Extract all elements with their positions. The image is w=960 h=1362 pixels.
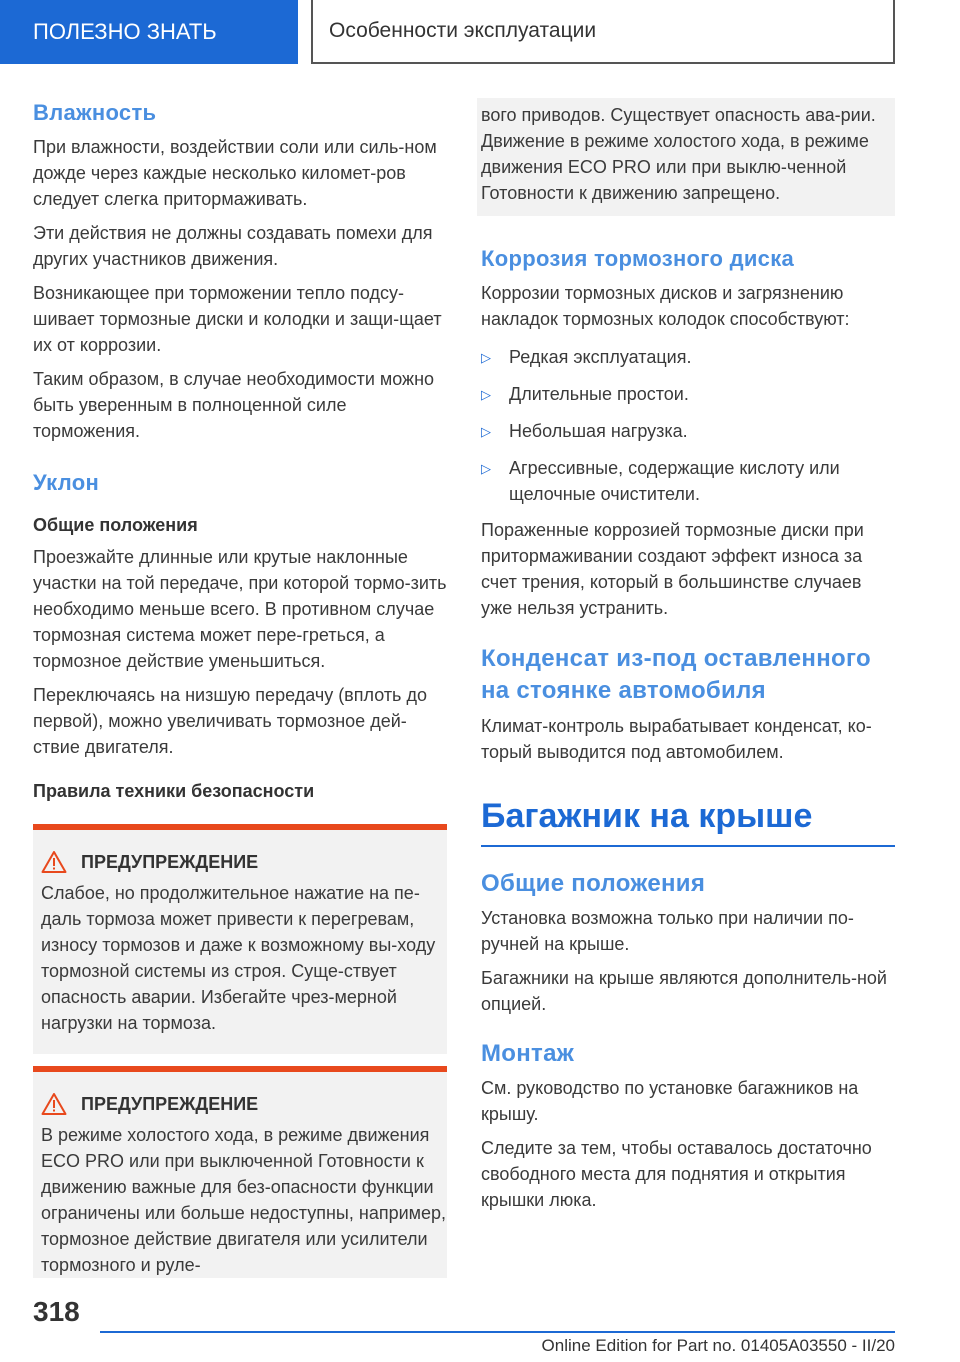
warning-triangle-icon [41, 850, 67, 874]
triangle-right-icon: ▷ [481, 461, 491, 476]
roof-general-heading: Общие положения [481, 870, 706, 897]
warning-box-2 [33, 1066, 447, 1278]
mounting-paragraph-2: Следите за тем, чтобы оставалось достаточно свободного места для поднятия и открытия крышки люка. [481, 1138, 872, 1210]
warning-box-1 [33, 824, 447, 1054]
left-column [33, 98, 447, 1278]
corrosion-list [481, 344, 895, 507]
warning-title: ПРЕДУПРЕЖДЕНИЕ [81, 851, 259, 872]
warning-text: Слабое, но продолжительное нажатие на пе-даль тормоза может привести к перегревам, износу тормозов и даже к возможному вы-ходу тормозной системы из строя. Суще-ствует опасность аварии. Избегайте чрез-мерной нагрузки на тормоза. [41, 883, 436, 1033]
humidity-paragraph-4: Таким образом, в случае необходимости можно быть уверенным в полноценной силе торможения. [33, 369, 435, 441]
condensate-paragraph: Климат-контроль вырабатывает конденсат, ко-торый выводится под автомобилем. [481, 716, 872, 762]
page-number: 318 [33, 1296, 80, 1327]
humidity-paragraph-1: При влажности, воздействии соли или силь-ном дожде через каждые несколько километ-ров следует слегка притормаживать. [33, 137, 437, 209]
warning-title: ПРЕДУПРЕЖДЕНИЕ [81, 1093, 259, 1114]
list-item: ▷ Небольшая нагрузка. [481, 418, 895, 445]
section-tab: ПОЛЕЗНО ЗНАТЬ [0, 0, 298, 64]
warning-text: В режиме холостого хода, в режиме движения ECO PRO или при выключенной Готовности к движению важные для без-опасности функции ограничены или больше недоступны, например, тормозное действие двигателя или усилители тормозного и руле- [41, 1125, 447, 1275]
mounting-heading: Монтаж [481, 1040, 575, 1067]
right-column [481, 98, 895, 1221]
humidity-heading: Влажность [33, 100, 157, 125]
general-subheading: Общие положения [33, 515, 198, 535]
page-header-title: Особенности эксплуатации [311, 0, 895, 64]
humidity-paragraph-3: Возникающее при торможении тепло подсу-шивает тормозные диски и колодки и защи-щает их от коррозии. [33, 283, 442, 355]
corrosion-intro: Коррозии тормозных дисков и загрязнению накладок тормозных колодок способствуют: [481, 283, 850, 329]
mounting-paragraph-1: См. руководство по установке багажников на крышу. [481, 1078, 859, 1124]
roof-paragraph-1: Установка возможна только при наличии по-ручней на крыше. [481, 908, 854, 954]
footer-divider [100, 1331, 895, 1333]
warning-continuation-text: вого приводов. Существует опасность ава-рии. Движение в режиме холостого хода, в режиме движения ECO PRO или при выклю-ченной Готовности к движению запрещено. [481, 105, 876, 203]
slope-heading: Уклон [33, 470, 100, 495]
list-item: ▷ Длительные простои. [481, 381, 895, 408]
triangle-right-icon: ▷ [481, 387, 491, 402]
warning-continuation-box [477, 98, 895, 216]
condensate-heading: Конденсат из-под оставленного на стоянке автомобиля [481, 645, 871, 704]
triangle-right-icon: ▷ [481, 350, 491, 365]
list-item: ▷ Редкая эксплуатация. [481, 344, 895, 371]
corrosion-heading: Коррозия тормозного диска [481, 246, 795, 271]
slope-paragraph-2: Переключаясь на низшую передачу (вплоть до первой), можно увеличивать тормозное дей-ствие двигателя. [33, 685, 427, 757]
footer-edition: Online Edition for Part no. 01405A03550 - II/20 [541, 1336, 895, 1355]
safety-subheading: Правила техники безопасности [33, 781, 315, 801]
humidity-paragraph-2: Эти действия не должны создавать помехи для других участников движения. [33, 223, 433, 269]
roof-rack-heading: Багажник на крыше [481, 793, 895, 847]
triangle-right-icon: ▷ [481, 424, 491, 439]
list-item: ▷ Агрессивные, содержащие кислоту или щелочные очистители. [481, 455, 895, 507]
warning-triangle-icon [41, 1092, 67, 1116]
slope-paragraph-1: Проезжайте длинные или крутые наклонные участки на той передаче, при которой тормо-зить необходимо меньше всего. В противном случае тормозная система может пере-греться, а тормозное действие уменьшиться. [33, 547, 447, 671]
roof-paragraph-2: Багажники на крыше являются дополнитель-ной опцией. [481, 968, 887, 1014]
corrosion-paragraph: Пораженные коррозией тормозные диски при притормаживании создают эффект износа за счет трения, который в большинстве случаев уже нельзя устранить. [481, 520, 864, 618]
